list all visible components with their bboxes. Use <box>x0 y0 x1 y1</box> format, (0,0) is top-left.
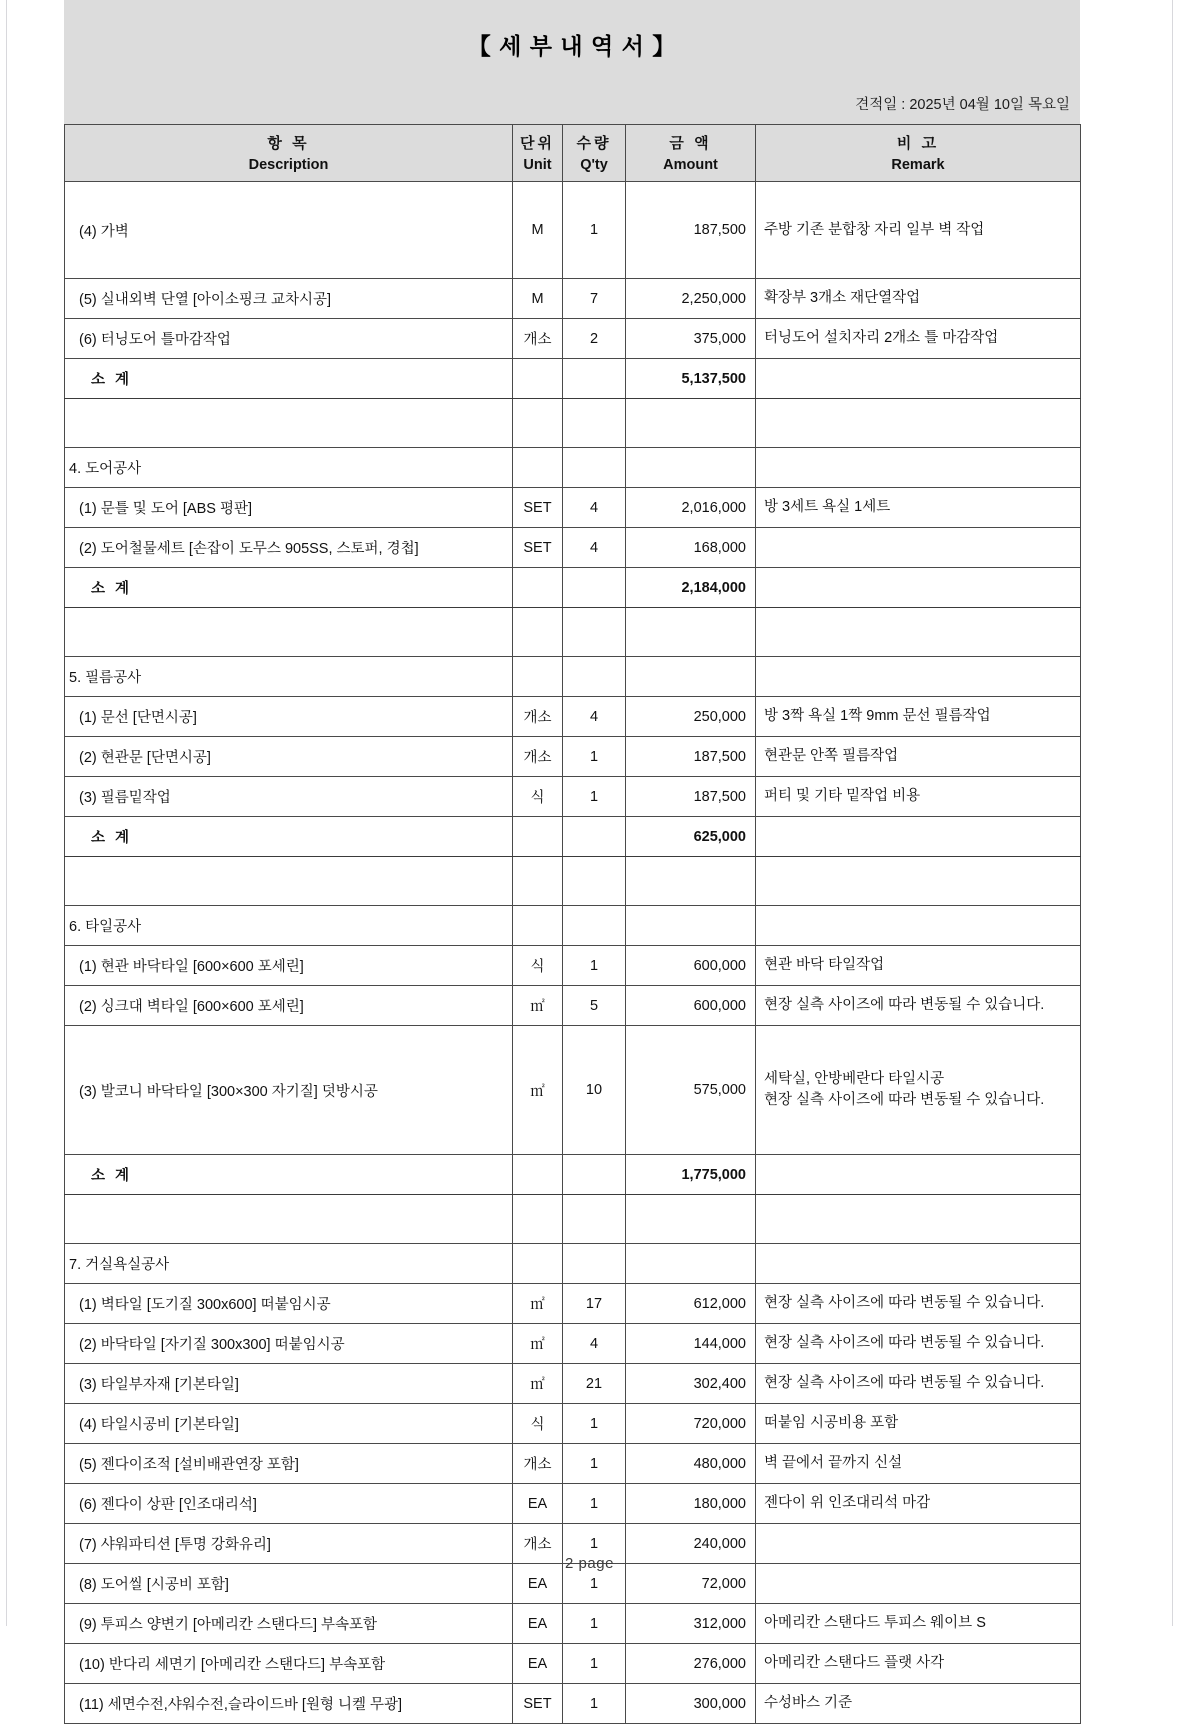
cell-quantity: 5 <box>563 986 626 1026</box>
cell-amount: 168,000 <box>626 528 756 568</box>
cell-remark: 방 3짝 욕실 1짝 9mm 문선 필름작업 <box>756 697 1081 737</box>
cell-description: (5) 젠다이조적 [설비배관연장 포함] <box>65 1444 513 1484</box>
estimate-table <box>64 124 1081 1724</box>
cell-quantity <box>563 608 626 657</box>
cell-unit: 식 <box>513 946 563 986</box>
table-row <box>65 697 1081 737</box>
cell-remark <box>756 1195 1081 1244</box>
cell-amount: 600,000 <box>626 986 756 1026</box>
cell-quantity: 10 <box>563 1026 626 1155</box>
cell-description: (6) 젠다이 상판 [인조대리석] <box>65 1484 513 1524</box>
cell-remark: 현장 실측 사이즈에 따라 변동될 수 있습니다. <box>756 1284 1081 1324</box>
table-row <box>65 1284 1081 1324</box>
cell-description: (2) 도어철물세트 [손잡이 도무스 905SS, 스토퍼, 경첩] <box>65 528 513 568</box>
cell-quantity <box>563 448 626 488</box>
cell-unit: ㎡ <box>513 1026 563 1155</box>
cell-amount: 2,184,000 <box>626 568 756 608</box>
subtotal-row <box>65 1155 1081 1195</box>
cell-unit <box>513 399 563 448</box>
cell-amount <box>626 657 756 697</box>
cell-description: (2) 싱크대 벽타일 [600×600 포세린] <box>65 986 513 1026</box>
cell-description <box>65 608 513 657</box>
cell-unit: ㎡ <box>513 1324 563 1364</box>
column-header-amount-en: Amount <box>663 157 718 173</box>
table-row <box>65 488 1081 528</box>
cell-quantity <box>563 657 626 697</box>
cell-remark-line1: 세탁실, 안방베란다 타일시공 <box>764 1071 945 1088</box>
section-heading-row <box>65 657 1081 697</box>
cell-description: (7) 샤워파티션 [투명 강화유리] <box>65 1524 513 1564</box>
cell-amount: 180,000 <box>626 1484 756 1524</box>
cell-unit <box>513 906 563 946</box>
cell-unit: 개소 <box>513 319 563 359</box>
cell-description: (3) 필름밑작업 <box>65 777 513 817</box>
cell-remark <box>756 906 1081 946</box>
cell-amount: 302,400 <box>626 1364 756 1404</box>
column-header-unit <box>513 125 563 182</box>
cell-quantity: 1 <box>563 182 626 279</box>
cell-amount: 575,000 <box>626 1026 756 1155</box>
cell-remark: 젠다이 위 인조대리석 마감 <box>756 1484 1081 1524</box>
cell-quantity: 21 <box>563 1364 626 1404</box>
cell-quantity: 17 <box>563 1284 626 1324</box>
column-header-remark-en: Remark <box>891 157 945 173</box>
cell-quantity: 4 <box>563 697 626 737</box>
cell-quantity: 1 <box>563 1404 626 1444</box>
cell-description: (1) 문틀 및 도어 [ABS 평판] <box>65 488 513 528</box>
cell-description: (5) 실내외벽 단열 [아이소핑크 교차시공] <box>65 279 513 319</box>
cell-amount: 276,000 <box>626 1644 756 1684</box>
cell-description: (10) 반다리 세면기 [아메리칸 스탠다드] 부속포함 <box>65 1644 513 1684</box>
cell-amount <box>626 1244 756 1284</box>
cell-amount: 250,000 <box>626 697 756 737</box>
table-row <box>65 528 1081 568</box>
cell-remark <box>756 528 1081 568</box>
column-header-qty-kr: 수량 <box>576 135 612 152</box>
cell-quantity: 1 <box>563 946 626 986</box>
spacer-row <box>65 608 1081 657</box>
subtotal-row <box>65 359 1081 399</box>
cell-remark: 현장 실측 사이즈에 따라 변동될 수 있습니다. <box>756 1364 1081 1404</box>
cell-remark <box>756 1244 1081 1284</box>
cell-remark: 떠붙임 시공비용 포함 <box>756 1404 1081 1444</box>
cell-description <box>65 1195 513 1244</box>
cell-unit: SET <box>513 1684 563 1724</box>
cell-unit: 식 <box>513 1404 563 1444</box>
cell-quantity: 4 <box>563 528 626 568</box>
cell-quantity: 1 <box>563 737 626 777</box>
cell-amount: 375,000 <box>626 319 756 359</box>
table-row <box>65 1604 1081 1644</box>
cell-unit: M <box>513 182 563 279</box>
cell-unit: ㎡ <box>513 1284 563 1324</box>
cell-unit <box>513 359 563 399</box>
cell-unit: M <box>513 279 563 319</box>
subtotal-row <box>65 568 1081 608</box>
cell-quantity <box>563 906 626 946</box>
cell-amount: 625,000 <box>626 817 756 857</box>
table-row <box>65 1484 1081 1524</box>
column-header-qty <box>563 125 626 182</box>
cell-amount <box>626 1195 756 1244</box>
cell-amount <box>626 399 756 448</box>
cell-amount: 480,000 <box>626 1444 756 1484</box>
cell-quantity: 1 <box>563 1684 626 1724</box>
cell-unit <box>513 857 563 906</box>
column-header-remark <box>756 125 1081 182</box>
quote-date: 견적일 : 2025년 04월 10일 목요일 <box>855 97 1070 113</box>
cell-unit <box>513 608 563 657</box>
cell-description <box>65 399 513 448</box>
cell-quantity: 1 <box>563 777 626 817</box>
column-header-description <box>65 125 513 182</box>
table-row <box>65 1444 1081 1484</box>
column-header-description-en: Description <box>248 157 329 173</box>
cell-description: 소 계 <box>65 817 513 857</box>
cell-amount: 2,250,000 <box>626 279 756 319</box>
cell-remark-line2: 현장 실측 사이즈에 따라 변동될 수 있습니다. <box>764 1092 1045 1108</box>
cell-description: 소 계 <box>65 359 513 399</box>
cell-remark: 아메리칸 스탠다드 투피스 웨이브 S <box>756 1604 1081 1644</box>
table-row <box>65 777 1081 817</box>
cell-remark: 현관 바닥 타일작업 <box>756 946 1081 986</box>
cell-description: (6) 터닝도어 틀마감작업 <box>65 319 513 359</box>
cell-amount: 1,775,000 <box>626 1155 756 1195</box>
cell-description: (1) 문선 [단면시공] <box>65 697 513 737</box>
cell-remark <box>756 1026 1081 1155</box>
cell-remark: 터닝도어 설치자리 2개소 틀 마감작업 <box>756 319 1081 359</box>
cell-quantity: 1 <box>563 1444 626 1484</box>
table-row <box>65 1404 1081 1444</box>
spacer-row <box>65 857 1081 906</box>
cell-description: (1) 벽타일 [도기질 300x600] 떠붙임시공 <box>65 1284 513 1324</box>
table-row <box>65 1644 1081 1684</box>
cell-description: (2) 바닥타일 [자기질 300x300] 떠붙임시공 <box>65 1324 513 1364</box>
cell-unit: 개소 <box>513 697 563 737</box>
cell-amount: 187,500 <box>626 182 756 279</box>
table-row <box>65 182 1081 279</box>
cell-amount <box>626 448 756 488</box>
cell-amount: 5,137,500 <box>626 359 756 399</box>
cell-remark: 현장 실측 사이즈에 따라 변동될 수 있습니다. <box>756 1324 1081 1364</box>
cell-remark: 방 3세트 욕실 1세트 <box>756 488 1081 528</box>
table-header <box>65 125 1081 182</box>
cell-description: 4. 도어공사 <box>65 448 513 488</box>
cell-description: 7. 거실욕실공사 <box>65 1244 513 1284</box>
cell-remark: 현관문 안쪽 필름작업 <box>756 737 1081 777</box>
cell-quantity <box>563 1195 626 1244</box>
column-header-qty-en: Q'ty <box>580 157 608 173</box>
cell-unit <box>513 568 563 608</box>
cell-remark: 퍼티 및 기타 밑작업 비용 <box>756 777 1081 817</box>
cell-unit: 개소 <box>513 1524 563 1564</box>
cell-quantity: 4 <box>563 1324 626 1364</box>
spacer-row <box>65 399 1081 448</box>
cell-amount <box>626 857 756 906</box>
cell-unit: EA <box>513 1644 563 1684</box>
cell-amount: 612,000 <box>626 1284 756 1324</box>
cell-amount: 2,016,000 <box>626 488 756 528</box>
cell-remark: 아메리칸 스탠다드 플랫 사각 <box>756 1644 1081 1684</box>
cell-description: 소 계 <box>65 1155 513 1195</box>
cell-amount: 300,000 <box>626 1684 756 1724</box>
column-header-amount <box>626 125 756 182</box>
cell-remark <box>756 399 1081 448</box>
cell-amount <box>626 906 756 946</box>
cell-remark <box>756 857 1081 906</box>
cell-remark <box>756 608 1081 657</box>
cell-amount: 240,000 <box>626 1524 756 1564</box>
cell-unit: 개소 <box>513 737 563 777</box>
cell-remark: 확장부 3개소 재단열작업 <box>756 279 1081 319</box>
cell-description: (8) 도어씰 [시공비 포함] <box>65 1564 513 1604</box>
document-masthead <box>64 0 1080 124</box>
table-row <box>65 1684 1081 1724</box>
cell-unit <box>513 657 563 697</box>
cell-unit: ㎡ <box>513 986 563 1026</box>
section-heading-row <box>65 448 1081 488</box>
cell-remark <box>756 448 1081 488</box>
cell-description <box>65 857 513 906</box>
cell-quantity: 1 <box>563 1564 626 1604</box>
cell-quantity <box>563 1244 626 1284</box>
cell-remark: 주방 기존 분합창 자리 일부 벽 작업 <box>756 182 1081 279</box>
cell-quantity: 1 <box>563 1524 626 1564</box>
cell-remark <box>756 359 1081 399</box>
column-header-amount-kr: 금 액 <box>669 135 712 152</box>
estimate-sheet <box>64 0 1080 1724</box>
table-row <box>65 737 1081 777</box>
cell-amount <box>626 608 756 657</box>
cell-description: (2) 현관문 [단면시공] <box>65 737 513 777</box>
cell-unit <box>513 1195 563 1244</box>
cell-unit: EA <box>513 1564 563 1604</box>
cell-remark <box>756 568 1081 608</box>
cell-quantity <box>563 359 626 399</box>
cell-quantity: 1 <box>563 1484 626 1524</box>
spacer-row <box>65 1195 1081 1244</box>
table-row <box>65 1324 1081 1364</box>
cell-amount: 144,000 <box>626 1324 756 1364</box>
cell-unit <box>513 1155 563 1195</box>
cell-quantity: 7 <box>563 279 626 319</box>
cell-description: 6. 타일공사 <box>65 906 513 946</box>
table-row <box>65 986 1081 1026</box>
column-header-unit-en: Unit <box>523 157 552 173</box>
table-row <box>65 319 1081 359</box>
cell-description: (9) 투피스 양변기 [아메리칸 스탠다드] 부속포함 <box>65 1604 513 1644</box>
cell-remark: 현장 실측 사이즈에 따라 변동될 수 있습니다. <box>756 986 1081 1026</box>
cell-quantity: 1 <box>563 1604 626 1644</box>
cell-amount: 187,500 <box>626 777 756 817</box>
section-heading-row <box>65 906 1081 946</box>
cell-unit <box>513 817 563 857</box>
cell-amount: 187,500 <box>626 737 756 777</box>
cell-quantity <box>563 399 626 448</box>
cell-quantity <box>563 1155 626 1195</box>
cell-unit: EA <box>513 1484 563 1524</box>
cell-amount: 312,000 <box>626 1604 756 1644</box>
section-heading-row <box>65 1244 1081 1284</box>
cell-amount: 600,000 <box>626 946 756 986</box>
cell-unit <box>513 1244 563 1284</box>
table-header-row <box>65 125 1081 182</box>
table-row <box>65 1364 1081 1404</box>
column-header-remark-kr: 비 고 <box>896 135 940 152</box>
cell-description: (4) 가벽 <box>65 182 513 279</box>
cell-unit: 개소 <box>513 1444 563 1484</box>
cell-quantity <box>563 568 626 608</box>
cell-quantity: 2 <box>563 319 626 359</box>
cell-unit: ㎡ <box>513 1364 563 1404</box>
page-number-footer: 2 page <box>565 1555 614 1572</box>
cell-remark: 수성바스 기준 <box>756 1684 1081 1724</box>
column-header-description-kr: 항 목 <box>267 135 310 152</box>
cell-amount: 720,000 <box>626 1404 756 1444</box>
cell-description: (3) 타일부자재 [기본타일] <box>65 1364 513 1404</box>
cell-remark <box>756 657 1081 697</box>
cell-unit: SET <box>513 488 563 528</box>
table-row <box>65 279 1081 319</box>
cell-description: (1) 현관 바닥타일 [600×600 포세린] <box>65 946 513 986</box>
page-edge-rail-right <box>1172 0 1173 1626</box>
cell-quantity <box>563 857 626 906</box>
page-edge-rail-left <box>6 0 7 1626</box>
cell-description: (11) 세면수전,샤워수전,슬라이드바 [원형 니켈 무광] <box>65 1684 513 1724</box>
cell-unit: 식 <box>513 777 563 817</box>
cell-quantity <box>563 817 626 857</box>
cell-remark <box>756 817 1081 857</box>
cell-unit: EA <box>513 1604 563 1644</box>
cell-description: 5. 필름공사 <box>65 657 513 697</box>
table-row <box>65 1026 1081 1155</box>
subtotal-row <box>65 817 1081 857</box>
cell-amount: 72,000 <box>626 1564 756 1604</box>
page-title: 【 세 부 내 역 서 】 <box>467 33 677 59</box>
table-body <box>65 182 1081 1724</box>
cell-description: (3) 발코니 바닥타일 [300×300 자기질] 덧방시공 <box>65 1026 513 1155</box>
cell-unit: SET <box>513 528 563 568</box>
cell-unit <box>513 448 563 488</box>
cell-quantity: 1 <box>563 1644 626 1684</box>
cell-remark <box>756 1155 1081 1195</box>
cell-remark: 벽 끝에서 끝까지 신설 <box>756 1444 1081 1484</box>
table-row <box>65 946 1081 986</box>
cell-quantity: 4 <box>563 488 626 528</box>
column-header-unit-kr: 단위 <box>520 135 555 152</box>
cell-description: (4) 타일시공비 [기본타일] <box>65 1404 513 1444</box>
cell-description: 소 계 <box>65 568 513 608</box>
